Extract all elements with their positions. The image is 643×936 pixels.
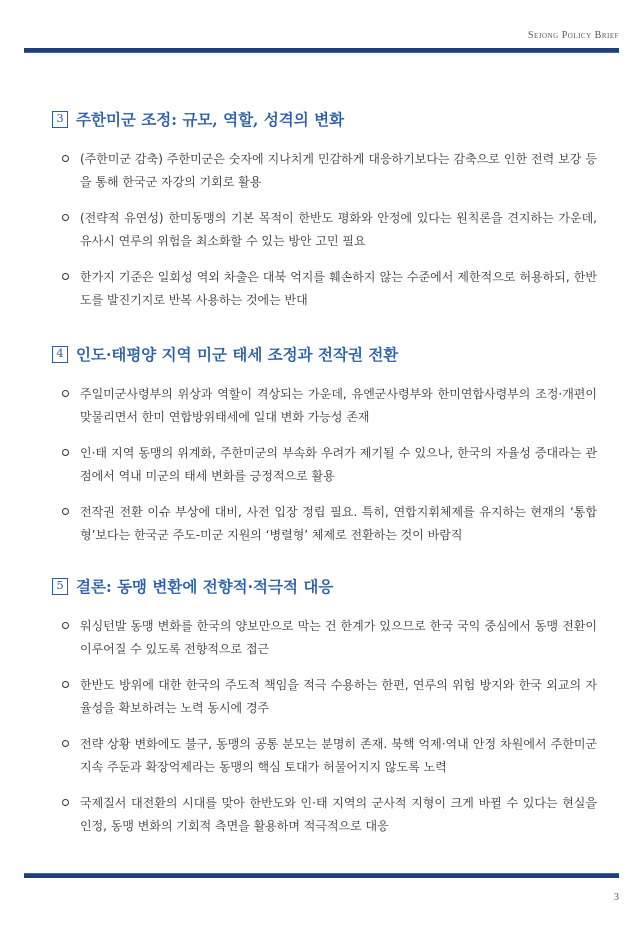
circle-bullet-icon [62,508,69,515]
section-title [52,575,597,597]
circle-bullet-icon [62,155,69,162]
circle-bullet-icon [62,799,69,806]
bullet-text: 주일미군사령부의 위상과 역할이 격상되는 가운데, 유엔군사령부와 한미연합사령부의 조정·개편이 맞물리면서 한미 연합방위태세에 일대 변화 가능성 존재 [80,387,597,424]
bullet-list [52,615,597,838]
circle-bullet-icon [62,273,69,280]
section-heading: 결론: 동맹 변환에 전향적·적극적 대응 [76,577,334,596]
bullet-list [52,148,597,312]
bullet-item [52,792,597,838]
section-5 [52,575,597,851]
circle-bullet-icon [62,622,69,629]
bullet-text: 전략 상황 변화에도 불구, 동맹의 공통 분모는 분명히 존재. 북핵 억제·역내 안정 차원에서 주한미군 지속 주둔과 확장억제라는 동맹의 핵심 토대가 허물어지지 않도록 노력 [80,737,597,774]
bullet-item [52,148,597,194]
bullet-text: 워싱턴발 동맹 변화를 한국의 양보만으로 막는 건 한계가 있으므로 한국 국익 중심에서 동맹 전환이 이루어질 수 있도록 전향적으로 접근 [80,619,597,656]
section-number-box: 3 [52,111,68,128]
bullet-text: 한반도 방위에 대한 한국의 주도적 책임을 적극 수용하는 한편, 연루의 위험 방지와 한국 외교의 자율성을 확보하려는 노력 동시에 경주 [80,678,597,715]
bullet-text: 국제질서 대전환의 시대를 맞아 한반도와 인·태 지역의 군사적 지형이 크게 바뀔 수 있다는 현실을 인정, 동맹 변화의 기회적 측면을 활용하며 적극적으로 대응 [80,796,597,833]
bullet-text: 전작권 전환 이슈 부상에 대비, 사전 입장 정립 필요. 특히, 연합지휘체제를 유지하는 현재의 ‘통합형’보다는 한국군 주도-미군 지원의 ‘병렬형’ 체제로 전환하는 것이 바람직 [80,505,597,542]
footer-rule [24,873,619,878]
header-brand: Sejong Policy Brief [527,30,619,41]
section-number-box: 5 [52,578,68,595]
section-3 [52,108,597,325]
bullet-text: (주한미군 감축) 주한미군은 숫자에 지나치게 민감하게 대응하기보다는 감축으로 인한 전력 보강 등을 통해 한국군 자강의 기회로 활용 [80,152,597,189]
circle-bullet-icon [62,214,69,221]
circle-bullet-icon [62,681,69,688]
bullet-item [52,442,597,488]
section-4 [52,343,597,560]
circle-bullet-icon [62,740,69,747]
bullet-text: 인·태 지역 동맹의 위계화, 주한미군의 부속화 우려가 제기될 수 있으나, 한국의 자율성 증대라는 관점에서 역내 미군의 태세 변화를 긍정적으로 활용 [80,446,597,483]
circle-bullet-icon [62,390,69,397]
bullet-item [52,207,597,253]
header-rule [24,48,619,53]
bullet-list [52,383,597,547]
section-heading: 주한미군 조정: 규모, 역할, 성격의 변화 [76,110,345,129]
section-title [52,108,597,130]
bullet-text: (전략적 유연성) 한미동맹의 기본 목적이 한반도 평화와 안정에 있다는 원칙론을 견지하는 가운데, 유사시 연루의 위험을 최소화할 수 있는 방안 고민 필요 [80,211,597,248]
section-heading: 인도·태평양 지역 미군 태세 조정과 전작권 전환 [76,345,399,364]
bullet-item [52,266,597,312]
section-number-box: 4 [52,346,68,363]
bullet-item [52,501,597,547]
bullet-item [52,383,597,429]
circle-bullet-icon [62,449,69,456]
bullet-item [52,615,597,661]
section-title [52,343,597,365]
bullet-item [52,733,597,779]
bullet-item [52,674,597,720]
page-number: 3 [614,892,619,903]
bullet-text: 한가지 기준은 일회성 역외 차출은 대북 억지를 훼손하지 않는 수준에서 제한적으로 허용하되, 한반도를 발진기지로 반복 사용하는 것에는 반대 [80,270,597,307]
